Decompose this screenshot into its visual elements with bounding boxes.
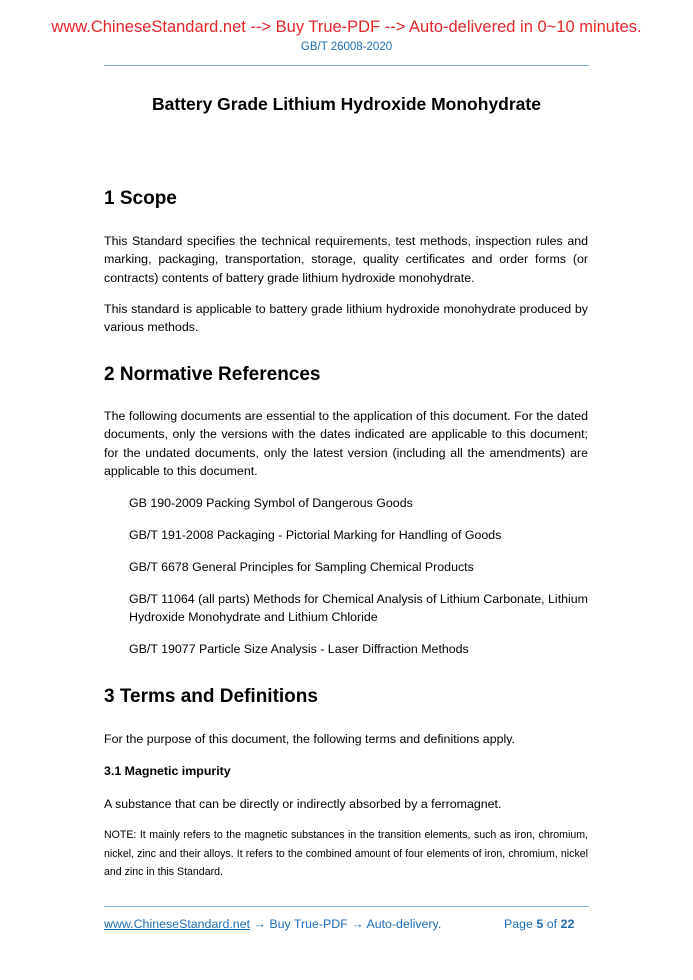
- arrow-right-icon: →: [253, 917, 266, 931]
- total-pages: 22: [560, 917, 575, 931]
- reference-item: GB/T 191-2008 Packaging - Pictorial Marking for Handling of Goods: [129, 528, 502, 542]
- term-heading: 3.1 Magnetic impurity: [104, 764, 231, 778]
- standard-number: GB/T 26008-2020: [300, 41, 393, 53]
- site-link[interactable]: www.ChineseStandard.net: [104, 917, 251, 931]
- section-heading-scope: 1 Scope: [104, 188, 177, 209]
- arrow-right-icon: →: [351, 917, 364, 931]
- promo-banner[interactable]: www.ChineseStandard.net --> Buy True-PDF --> Auto-delivered in 0~10 minutes.: [51, 18, 642, 36]
- header-divider: [104, 65, 589, 66]
- reference-item: GB/T 11064 (all parts) Methods for Chemical Analysis of Lithium Carbonate, Lithium Hydroxide Monohydrate and Lithium Chloride: [129, 592, 588, 625]
- paragraph: This Standard specifies the technical requirements, test methods, inspection rules and marking, packaging, transportation, storage, quality certificates and order forms (or contracts) contents of battery grade lithium hydroxide monohydrate.: [104, 234, 588, 285]
- paragraph: This standard is applicable to battery grade lithium hydroxide monohydrate produced by various methods.: [104, 302, 588, 335]
- paragraph: The following documents are essential to the application of this document. For the dated documents, only the versions with the dates indicated are applicable to this document; for the undated documents, only the latest version (including all the amendments) are applicable to this document.: [104, 409, 588, 478]
- page-number: 5: [536, 917, 544, 931]
- buy-link[interactable]: Buy True-PDF: [269, 917, 348, 931]
- footer-divider: [104, 906, 589, 907]
- reference-item: GB/T 6678 General Principles for Sampling Chemical Products: [129, 560, 474, 574]
- document-title: Battery Grade Lithium Hydroxide Monohydrate: [152, 94, 541, 114]
- reference-item: GB/T 19077 Particle Size Analysis - Laser Diffraction Methods: [129, 642, 469, 656]
- term-definition: A substance that can be directly or indirectly absorbed by a ferromagnet.: [104, 797, 502, 811]
- section-heading-normative-references: 2 Normative References: [104, 364, 321, 385]
- delivery-text: Auto-delivery.: [366, 917, 442, 931]
- term-note: NOTE: It mainly refers to the magnetic substances in the transition elements, such as iron, chromium, nickel, zinc and their alloys. It refers to the combined amount of four elements of iron, chromium, nickel and zinc in this Standard.: [104, 829, 588, 878]
- page-indicator: [504, 917, 574, 931]
- page-label: Page: [504, 917, 533, 931]
- paragraph: For the purpose of this document, the following terms and definitions apply.: [104, 732, 515, 746]
- reference-item: GB 190-2009 Packing Symbol of Dangerous Goods: [129, 496, 413, 510]
- section-heading-terms-and-definitions: 3 Terms and Definitions: [104, 686, 318, 707]
- footer-links: [104, 917, 441, 931]
- of-label: of: [546, 917, 558, 931]
